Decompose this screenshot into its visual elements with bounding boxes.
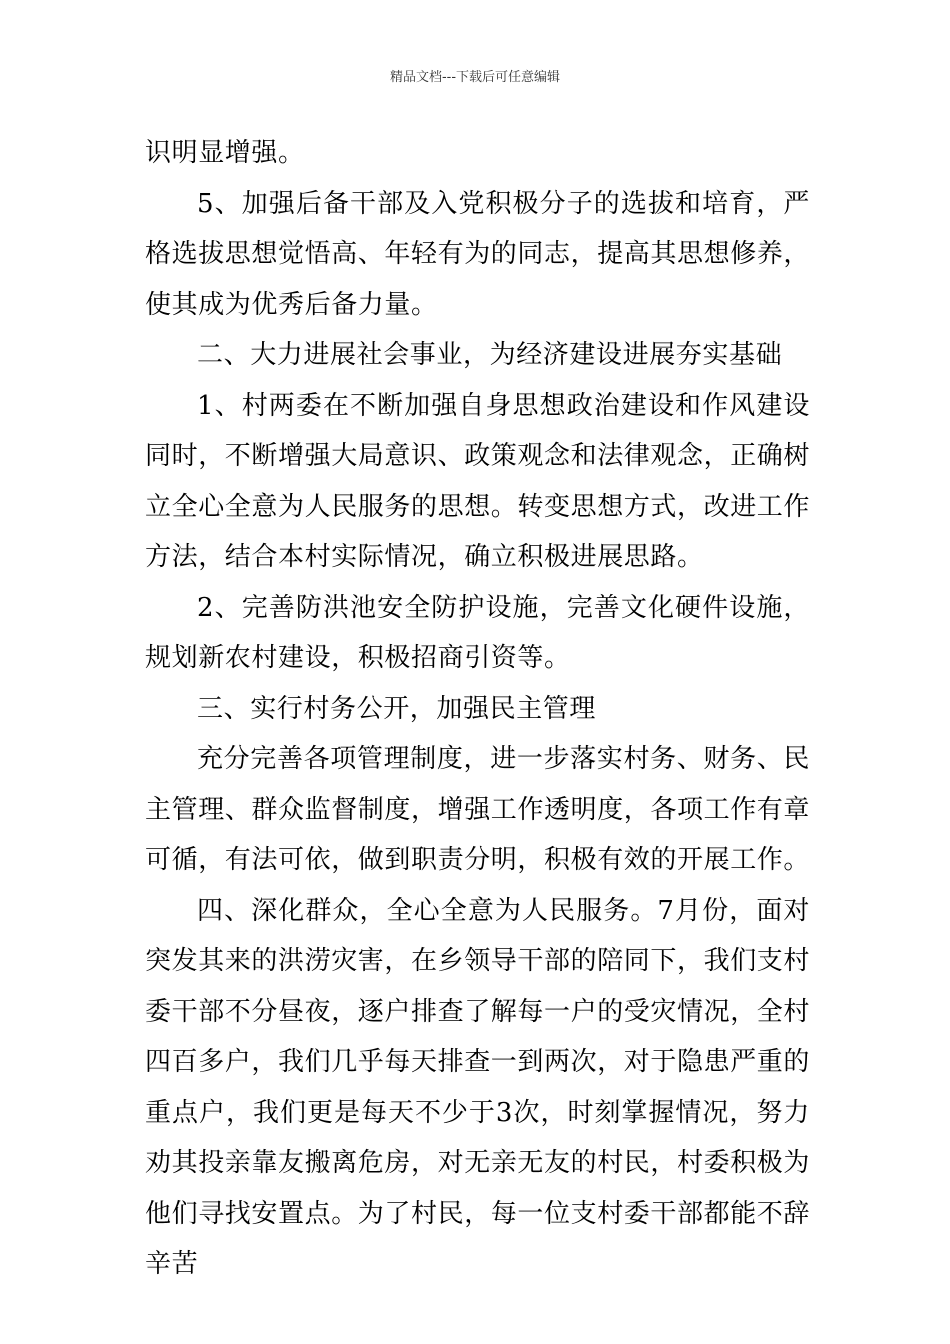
section-heading-3: 三、实行村务公开，加强民主管理 (197, 693, 597, 724)
section-heading-2: 二、大力进展社会事业，为经济建设进展夯实基础 (197, 340, 783, 370)
paragraph-section-4: 四、深化群众，全心全意为人民服务。7月份，面对突发其来的洪涝灾害，在乡领导干部的陪同下，我们支村委干部不分昼夜，逐户排查了解每一户的受灾情况，全村四百多户，我们几乎每天排查一到两次，对于隐患严重的重点户，我们更是每天不少于3次，时刻掌握情况，努力劝其投亲靠友搬离危房，对无亲无友的村民，村委积极为他们寻找安置点。为了村民，每一位支村委干部都能不辞辛苦 (145, 895, 811, 1279)
paragraph-management: 充分完善各项管理制度，进一步落实村务、财务、民主管理、群众监督制度，增强工作透明度，各项工作有章可循，有法可依，做到职责分明，积极有效的开展工作。 (145, 744, 811, 875)
paragraph-continuation: 识明显增强。 (145, 138, 305, 168)
paragraph-item-5: 5、加强后备干部及入党积极分子的选拔和培育，严格选拔思想觉悟高、年轻有为的同志，提高其思想修养，使其成为优秀后备力量。 (145, 188, 811, 320)
document-body (145, 128, 810, 1290)
page-header: 精品文档---下载后可任意编辑 (389, 70, 561, 85)
paragraph-item-1: 1、村两委在不断加强自身思想政治建设和作风建设同时，不断增强大局意识、政策观念和法律观念，正确树立全心全意为人民服务的思想。转变思想方式，改进工作方法，结合本村实际情况，确立积极进展思路。 (145, 390, 811, 572)
paragraph-item-2: 2、完善防洪池安全防护设施，完善文化硬件设施，规划新农村建设，积极招商引资等。 (145, 592, 810, 673)
